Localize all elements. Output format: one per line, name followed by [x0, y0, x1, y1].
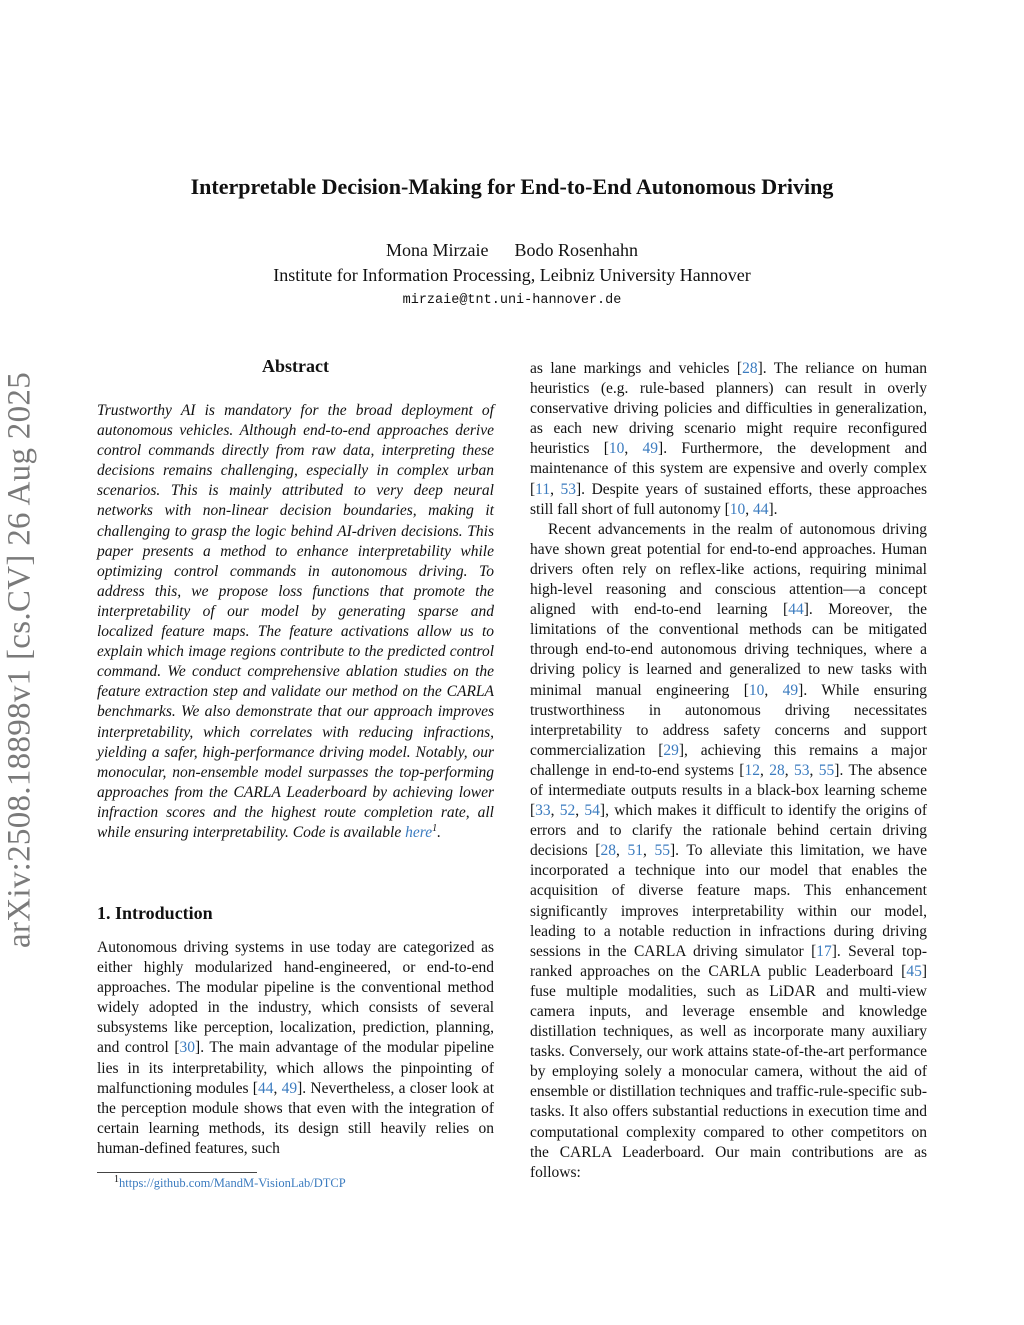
- introduction-paragraph: Autonomous driving systems in use today are categorized as either highly modularized hand-engineered, or end-to-end approaches. The modular pipeline is the conventional method widely adopted in the industry, which consists of several subsystems like perception, localization, prediction, planning, and control [30]. The main advantage of the modular pipeline lies in its interpretability, which allows the pinpointing of malfunctioning modules [44, 49]. Nevertheless, a closer look at the perception module shows that even with the integration of certain learning methods, its design still heavily relies on human-defined features, such: [97, 939, 495, 1157]
- citation-link[interactable]: 51: [627, 842, 643, 860]
- text-run: Recent advancements in the realm of autonomous driving have shown great potential for end-to-end approaches. Human drivers often rely on reflex-like actions, requiring minimal high-level reasoning and conscious attention—a concept aligned with end-to-end learning [: [530, 520, 927, 619]
- text-run: ]. The main advantage of the modular pipeline lies in its interpretability, which allows the pinpointing of malfunctioning modules [: [97, 1039, 494, 1097]
- citation-link[interactable]: 10: [729, 500, 746, 518]
- paragraph: as lane markings and vehicles [28]. The reliance on human heuristics (e.g. rule-based planners) can result in overly conservative driving policies and difficulties in generalization, as each new driving scenario might require reconfigured heuristics [10, 49]. Furthermore, the development and maintenance of this system are expensive and overly complex [11, 53]. Despite years of sustained efforts, these approaches still fall short of full autonomy [10, 44].: [530, 360, 927, 518]
- citation-link[interactable]: 45: [906, 962, 922, 980]
- citation-link[interactable]: 49: [642, 440, 659, 458]
- affiliation: Institute for Information Processing, Leibniz University Hannover: [273, 265, 751, 285]
- arxiv-identifier-text: arXiv:2508.18898v1 [cs.CV] 26 Aug 2025: [1, 371, 38, 949]
- text-run: ]. Nevertheless, a closer look at the perception module shows that even with the integration of certain learning methods, its design still heavily relies on human-defined features, such: [97, 1079, 495, 1157]
- footnote-rule: [97, 1172, 257, 1173]
- right-column: [530, 359, 927, 1183]
- paragraph: Recent advancements in the realm of autonomous driving have shown great potential for end-to-end approaches. Human drivers often rely on reflex-like actions, requiring minimal high-level reasoning and conscious attention—a concept aligned with end-to-end learning [44]. Moreover, the limitations of the conventional methods can be mitigated through end-to-end autonomous driving techniques, where a driving policy is learned and generalized to new tasks with minimal manual engineering [10, 49]. While ensuring trustworthiness in autonomous driving necessitates interpretability to address safety concerns and support commercialization [29], achieving this remains a major challenge in end-to-end systems [12, 28, 53, 55]. The absence of intermediate outputs results in a black-box learning scheme [33, 52, 54], which makes it difficult to identify the origins of errors and to clarify the rationale behind certain driving decisions [28, 51, 55]. To alleviate this limitation, we have incorporated a technique into our model that enables the acquisition of diverse feature maps. This enhancement significantly improves interpretability within our model, leading to a notable reduction in infractions during driving sessions in the CARLA driving simulator [17]. Several top-ranked approaches on the CARLA public Leaderboard [45] fuse multiple modalities, such as LiDAR and multi-view camera inputs, and leverage ensemble and knowledge distillation techniques, as well as incorporate many auxiliary tasks. Conversely, our work attains state-of-the-art performance by employing solely a monocular camera, without the aid of ensemble or distillation techniques and traffic-rule-specific sub-tasks. It also offers substantial reductions in execution time and computational complexity compared to other competitors on the CARLA Leaderboard. Our main contributions are as follows:: [530, 520, 928, 1181]
- citation-link[interactable]: 44: [788, 601, 804, 619]
- text-run: ]. The reliance on human heuristics (e.g. rule-based planners) can result in overly conservative driving policies and difficulties in generalization, as each new driving scenario might require reconfigured heuristics [: [530, 360, 927, 458]
- footnote-marker: 1: [432, 822, 438, 834]
- author-name: Mona Mirzaie: [386, 240, 489, 260]
- text-run: ]. Despite years of sustained efforts, these approaches still fall short of full autonomy [: [530, 480, 927, 518]
- citation-link[interactable]: 29: [663, 741, 679, 759]
- citation-link[interactable]: 11: [535, 480, 551, 498]
- text-run: as lane markings and vehicles [: [530, 360, 743, 377]
- citation-link[interactable]: 52: [559, 802, 576, 820]
- abstract-text: Trustworthy AI is mandatory for the broad deployment of autonomous vehicles. Although end-to-end approaches derive control commands directly from raw data, interpreting these decisions remains challenging, especially in complex urban scenarios. This is mainly attributed to very deep neural networks with non-linear decision boundaries, making it challenging to grasp the logic behind AI-driven decisions. This paper presents a method to enhance interpretability while optimizing control commands in autonomous driving. To address this, we propose loss functions that promote the interpretability of our model by generating sparse and localized feature maps. The feature activations allow us to explain which image regions contribute to the predicted control command. We conduct comprehensive ablation studies on the feature extraction step and validate our method on the CARLA benchmarks. We also demonstrate that our approach improves interpretability, which correlates with reducing infractions, yielding a safer, high-performance driving model. Notably, our monocular, non-ensemble model surpasses the top-performing approaches from the CARLA Leaderboard by achieving lower infraction scores and the highest route completion rate, all while ensuring interpretability. Code is available: [97, 402, 494, 841]
- citation-link[interactable]: 44: [753, 500, 769, 518]
- citation-link[interactable]: 44: [257, 1079, 274, 1097]
- citation-link[interactable]: 10: [748, 681, 765, 699]
- footnote-url-link[interactable]: https://github.com/MandM-VisionLab/DTCP: [119, 1176, 346, 1190]
- text-run: ]. Furthermore, the development and maintenance of this system are expensive and overly complex [: [530, 440, 927, 498]
- text-run: ]. Moreover, the limitations of the conventional methods can be mitigated through end-to-end autonomous driving techniques, where a driving policy is learned and generalized to new tasks with minimal manual engineering [: [530, 601, 928, 699]
- abstract-body: [97, 401, 494, 843]
- text-run: ].: [768, 500, 778, 518]
- citation-link[interactable]: 49: [782, 681, 799, 699]
- abstract-end: .: [437, 823, 441, 841]
- citation-link[interactable]: 12: [744, 761, 760, 779]
- citation-link[interactable]: 55: [818, 761, 835, 779]
- citation-link[interactable]: 49: [281, 1079, 298, 1097]
- citation-link[interactable]: 54: [584, 802, 600, 820]
- code-link[interactable]: here: [405, 823, 433, 841]
- citation-link[interactable]: 53: [560, 480, 577, 498]
- citation-link[interactable]: 28: [769, 761, 785, 779]
- citation-link[interactable]: 10: [608, 440, 625, 458]
- citation-link[interactable]: 28: [742, 360, 758, 377]
- text-run: ] fuse multiple modalities, such as LiDAR and multi-view camera inputs, and leverage ensemble and knowledge distillation techniques, as well as incorporate many auxiliary tasks. Conversely, our work attains state-of-the-art performance by employing solely a monocular camera, without the aid of ensemble or distillation techniques and traffic-rule-specific sub-tasks. It also offers substantial reductions in execution time and computational complexity compared to other competitors on the CARLA Leaderboard. Our main contributions are as follows:: [530, 962, 927, 1181]
- author-email[interactable]: mirzaie@tnt.uni-hannover.de: [402, 293, 622, 308]
- citation-link[interactable]: 30: [179, 1039, 196, 1057]
- section-heading-introduction: 1. Introduction: [97, 903, 213, 923]
- text-run: ], which makes it difficult to identify the origins of errors and to clarify the rationale behind certain driving decisions [: [530, 802, 928, 860]
- author-name: Bodo Rosenhahn: [514, 240, 638, 260]
- paper-title: Interpretable Decision-Making for End-to-End Autonomous Driving: [190, 174, 834, 199]
- author-list: [0, 240, 1024, 261]
- citation-link[interactable]: 53: [794, 761, 810, 779]
- citation-link[interactable]: 17: [816, 942, 832, 960]
- text-run: Autonomous driving systems in use today are categorized as either highly modularized hand-engineered, or end-to-end approaches. The modular pipeline is the conventional method widely adopted in the industry, which consists of several subsystems like perception, localization, prediction, planning, and control [: [97, 939, 494, 1057]
- abstract-heading: Abstract: [262, 356, 329, 376]
- text-run: ]. While ensuring trustworthiness in autonomous driving necessitates interpretability to address safety concerns and support commercialization [: [530, 681, 927, 759]
- text-run: ], achieving this remains a major challenge in end-to-end systems [: [530, 741, 927, 779]
- citation-link[interactable]: 33: [535, 802, 551, 820]
- text-run: ]. Several top-ranked approaches on the CARLA public Leaderboard [: [530, 942, 928, 980]
- footnote: [114, 1173, 346, 1191]
- citation-link[interactable]: 55: [654, 842, 670, 860]
- text-run: ]. The absence of intermediate outputs results in a black-box learning scheme [: [530, 761, 928, 820]
- footnote-number: 1: [114, 1173, 119, 1185]
- text-run: ]. To alleviate this limitation, we have incorporated a technique into our model that enables the acquisition of diverse feature maps. This enhancement significantly improves interpretability within our model, leading to a notable reduction in infractions during driving sessions in the CARLA driving simulator [: [530, 842, 927, 960]
- citation-link[interactable]: 28: [600, 842, 616, 860]
